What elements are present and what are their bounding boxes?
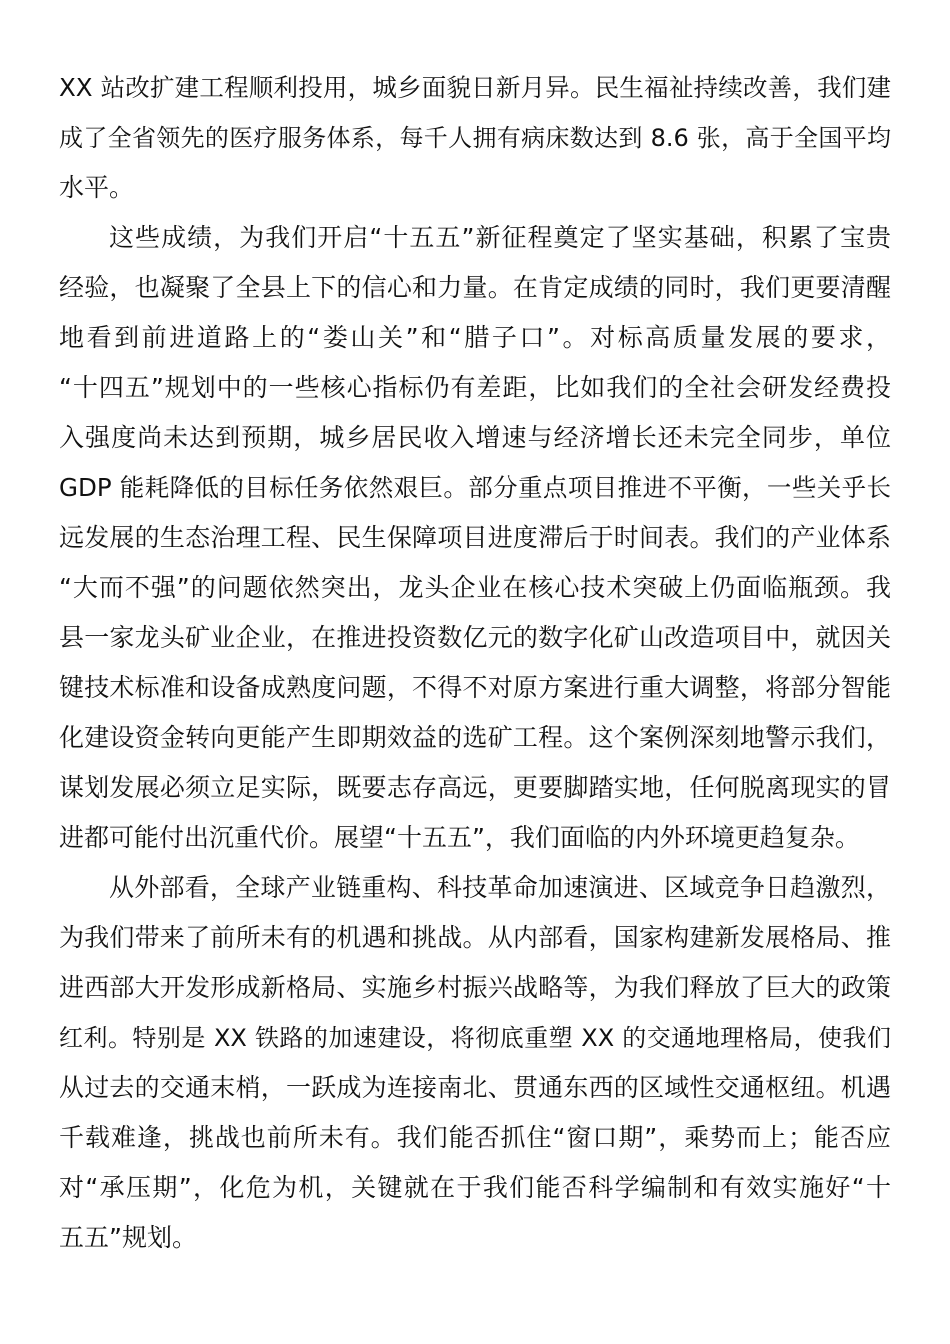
paragraph-first-line: 这些成绩，为我们开启“十五五”新征程奠定了坚实基础，积累了宝贵 <box>109 223 891 252</box>
text-line: 县一家龙头矿业企业，在推进投资数亿元的数字化矿山改造项目中，就因关 <box>59 623 891 652</box>
text-line: 成了全省领先的医疗服务体系，每千人拥有病床数达到 8.6 张，高于全国平均 <box>59 124 891 152</box>
text-line: 入强度尚未达到预期，城乡居民收入增速与经济增长还未完全同步，单位 <box>59 423 891 452</box>
text-line: 从过去的交通末梢，一跃成为连接南北、贯通东西的区域性交通枢纽。机遇 <box>59 1073 891 1102</box>
text-line: 对“承压期”，化危为机，关键就在于我们能否科学编制和有效实施好“十 <box>59 1173 891 1202</box>
text-line: 地看到前进道路上的“娄山关”和“腊子口”。对标高质量发展的要求， <box>59 323 891 352</box>
text-line: 为我们带来了前所未有的机遇和挑战。从内部看，国家构建新发展格局、推 <box>59 923 891 952</box>
text-line: 键技术标准和设备成熟度问题，不得不对原方案进行重大调整，将部分智能 <box>59 673 891 702</box>
text-line: 水平。 <box>59 173 135 202</box>
text-line: 经验，也凝聚了全县上下的信心和力量。在肯定成绩的同时，我们更要清醒 <box>59 273 891 302</box>
paragraph-first-line: 从外部看，全球产业链重构、科技革命加速演进、区域竞争日趋激烈， <box>109 873 891 902</box>
text-line: GDP 能耗降低的目标任务依然艰巨。部分重点项目推进不平衡，一些关乎长 <box>59 473 891 502</box>
text-line: 红利。特别是 XX 铁路的加速建设，将彻底重塑 XX 的交通地理格局，使我们 <box>59 1024 891 1052</box>
text-line: 化建设资金转向更能产生即期效益的选矿工程。这个案例深刻地警示我们， <box>59 723 891 752</box>
text-line: “十四五”规划中的一些核心指标仍有差距，比如我们的全社会研发经费投 <box>59 373 891 402</box>
text-line: “大而不强”的问题依然突出，龙头企业在核心技术突破上仍面临瓶颈。我 <box>59 573 891 602</box>
text-line: XX 站改扩建工程顺利投用，城乡面貌日新月异。民生福祉持续改善，我们建 <box>59 73 891 102</box>
text-line: 五五”规划。 <box>59 1223 197 1252</box>
text-line: 进都可能付出沉重代价。展望“十五五”，我们面临的内外环境更趋复杂。 <box>59 823 860 852</box>
text-line: 谋划发展必须立足实际，既要志存高远，更要脚踏实地，任何脱离现实的冒 <box>59 773 891 802</box>
text-line: 远发展的生态治理工程、民生保障项目进度滞后于时间表。我们的产业体系 <box>59 523 891 552</box>
text-line: 千载难逢，挑战也前所未有。我们能否抓住“窗口期”，乘势而上；能否应 <box>59 1123 891 1152</box>
text-line: 进西部大开发形成新格局、实施乡村振兴战略等，为我们释放了巨大的政策 <box>59 973 891 1002</box>
